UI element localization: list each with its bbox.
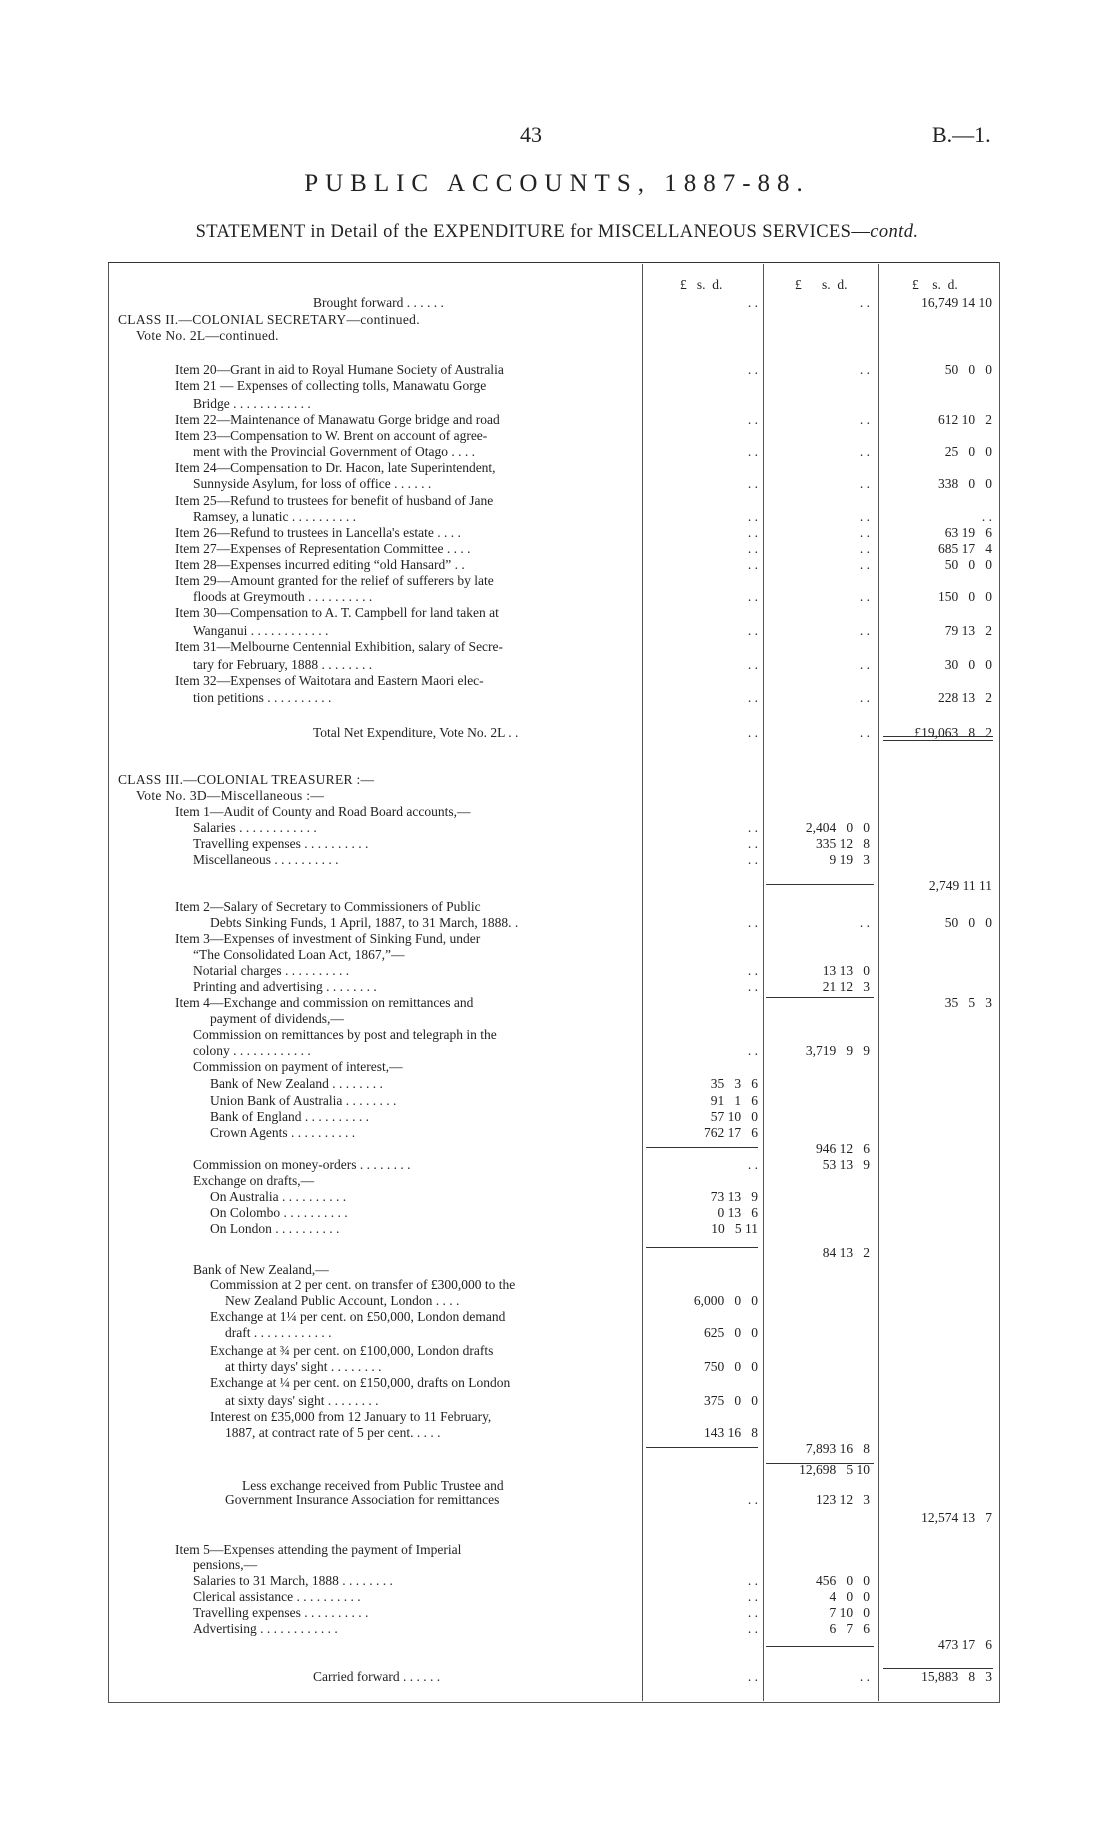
column-header-1: £ s. d. bbox=[680, 277, 723, 292]
amount-c1: . . bbox=[747, 476, 758, 491]
amount-c1: 762 17 6 bbox=[704, 1125, 758, 1140]
amount-c2: 13 13 0 bbox=[822, 963, 870, 978]
ledger-row bbox=[0, 1011, 1114, 1027]
ledger-row bbox=[0, 1221, 1114, 1237]
ledger-row bbox=[0, 673, 1114, 689]
amount-c1: . . bbox=[747, 1621, 758, 1636]
ledger-row bbox=[0, 573, 1114, 589]
ledger-row bbox=[0, 1059, 1114, 1075]
amount-c3: 30 0 0 bbox=[944, 657, 992, 672]
amount-c1: . . bbox=[747, 1492, 758, 1507]
ledger-row bbox=[0, 1277, 1114, 1293]
ledger-row bbox=[0, 878, 1114, 894]
amount-c2: 6 7 6 bbox=[829, 1621, 870, 1636]
row-description: Item 26—Refund to trustees in Lancella's estate . . . . bbox=[175, 525, 461, 540]
amount-c3: 16,749 14 10 bbox=[921, 295, 992, 310]
ledger-row bbox=[0, 1205, 1114, 1221]
ledger-row bbox=[0, 412, 1114, 428]
ledger-row bbox=[0, 1409, 1114, 1425]
ledger-row bbox=[0, 1262, 1114, 1278]
amount-c2: . . bbox=[859, 476, 870, 491]
row-description: CLASS II.—COLONIAL SECRETARY—continued. bbox=[118, 312, 420, 327]
amount-c2: . . bbox=[859, 295, 870, 310]
amount-c1: 375 0 0 bbox=[704, 1393, 758, 1408]
amount-c2: . . bbox=[859, 557, 870, 572]
amount-c1: 0 13 6 bbox=[717, 1205, 758, 1220]
ledger-row bbox=[0, 1589, 1114, 1605]
ledger-row bbox=[0, 476, 1114, 492]
amount-c1: 73 13 9 bbox=[710, 1189, 758, 1204]
amount-c1: . . bbox=[747, 725, 758, 740]
row-description: Bridge . . . . . . . . . . . . bbox=[193, 396, 311, 411]
row-description: Travelling expenses . . . . . . . . . . bbox=[193, 1605, 369, 1620]
amount-c3: 15,883 8 3 bbox=[921, 1669, 992, 1684]
row-description: Wanganui . . . . . . . . . . . . bbox=[193, 623, 329, 638]
row-description: Item 5—Expenses attending the payment of Imperial bbox=[175, 1542, 462, 1557]
ledger-row bbox=[0, 444, 1114, 460]
row-description: colony . . . . . . . . . . . . bbox=[193, 1043, 311, 1058]
amount-c2: 53 13 9 bbox=[822, 1157, 870, 1172]
ledger-row bbox=[0, 1510, 1114, 1526]
ledger-row bbox=[0, 541, 1114, 557]
ledger-row bbox=[0, 657, 1114, 673]
row-description: Item 2—Salary of Secretary to Commissioners of Public bbox=[175, 899, 481, 914]
table-top-rule bbox=[108, 262, 999, 263]
row-description: Item 3—Expenses of investment of Sinking Fund, under bbox=[175, 931, 481, 946]
row-description: Salaries . . . . . . . . . . . . bbox=[193, 820, 317, 835]
row-description: tion petitions . . . . . . . . . . bbox=[193, 690, 332, 705]
amount-c3: 338 0 0 bbox=[938, 476, 992, 491]
amount-c3: 50 0 0 bbox=[944, 362, 992, 377]
amount-c3: 2,749 11 11 bbox=[928, 878, 992, 893]
ledger-row bbox=[0, 1375, 1114, 1391]
ledger-row bbox=[0, 525, 1114, 541]
document-reference: B.—1. bbox=[932, 122, 991, 147]
amount-c1: 6,000 0 0 bbox=[693, 1293, 758, 1308]
amount-c1: . . bbox=[747, 444, 758, 459]
row-description: tary for February, 1888 . . . . . . . . bbox=[193, 657, 373, 672]
row-description: Government Insurance Association for remittances bbox=[225, 1492, 500, 1507]
ledger-row bbox=[0, 1043, 1114, 1059]
amount-c2: . . bbox=[859, 915, 870, 930]
ledger-row bbox=[0, 557, 1114, 573]
row-description: Exchange at 1¼ per cent. on £50,000, London demand bbox=[210, 1309, 506, 1324]
amount-c1: . . bbox=[747, 1043, 758, 1058]
amount-c2: 12,698 5 10 bbox=[799, 1462, 870, 1477]
ledger-row bbox=[0, 1359, 1114, 1375]
document-title: PUBLIC ACCOUNTS, 1887-88. bbox=[304, 170, 810, 197]
row-description: Item 23—Compensation to W. Brent on account of agree- bbox=[175, 428, 488, 443]
row-description: Item 1—Audit of County and Road Board accounts,— bbox=[175, 804, 471, 819]
statement-heading-contd: contd. bbox=[870, 222, 919, 242]
ledger-row bbox=[0, 362, 1114, 378]
row-description: Crown Agents . . . . . . . . . . bbox=[210, 1125, 356, 1140]
amount-c1: 143 16 8 bbox=[704, 1425, 758, 1440]
row-description: Interest on £35,000 from 12 January to 11 February, bbox=[210, 1409, 492, 1424]
ledger-row bbox=[0, 1309, 1114, 1325]
amount-c2: 9 19 3 bbox=[829, 852, 870, 867]
amount-c2: 7,893 16 8 bbox=[805, 1441, 870, 1456]
ledger-row bbox=[0, 725, 1114, 741]
ledger-row bbox=[0, 328, 1114, 344]
amount-c1: . . bbox=[747, 1157, 758, 1172]
row-description: Item 30—Compensation to A. T. Campbell for land taken at bbox=[175, 605, 499, 620]
row-description: Exchange at ¼ per cent. on £150,000, drafts on London bbox=[210, 1375, 511, 1390]
amount-c2: . . bbox=[859, 690, 870, 705]
row-description: Item 31—Melbourne Centennial Exhibition, salary of Secre- bbox=[175, 639, 504, 654]
amount-c3: 150 0 0 bbox=[938, 589, 992, 604]
row-description: 1887, at contract rate of 5 per cent. . . . . bbox=[225, 1425, 441, 1440]
row-description: Exchange at ¾ per cent. on £100,000, London drafts bbox=[210, 1343, 494, 1358]
amount-c1: . . bbox=[747, 1589, 758, 1604]
ledger-row bbox=[0, 963, 1114, 979]
ledger-row bbox=[0, 1189, 1114, 1205]
amount-c3: 228 13 2 bbox=[938, 690, 992, 705]
ledger-row bbox=[0, 899, 1114, 915]
ledger-row bbox=[0, 690, 1114, 706]
amount-c1: . . bbox=[747, 623, 758, 638]
ledger-row bbox=[0, 772, 1114, 788]
ledger-row bbox=[0, 1605, 1114, 1621]
ledger-row bbox=[0, 493, 1114, 509]
amount-c2: 4 0 0 bbox=[829, 1589, 870, 1604]
amount-c3: 35 5 3 bbox=[944, 995, 992, 1010]
amount-c1: 10 5 11 bbox=[711, 1221, 758, 1236]
amount-c1: 57 10 0 bbox=[710, 1109, 758, 1124]
amount-c1: . . bbox=[747, 1573, 758, 1588]
ledger-row bbox=[0, 1542, 1114, 1558]
row-description: Item 32—Expenses of Waitotara and Eastern Maori elec- bbox=[175, 673, 484, 688]
ledger-row bbox=[0, 1076, 1114, 1092]
amount-c1: . . bbox=[747, 1605, 758, 1620]
row-description: On Australia . . . . . . . . . . bbox=[210, 1189, 347, 1204]
amount-c1: . . bbox=[747, 541, 758, 556]
ledger-row bbox=[0, 931, 1114, 947]
row-description: Commission on remittances by post and telegraph in the bbox=[193, 1027, 497, 1042]
row-description: Vote No. 3D—Miscellaneous :— bbox=[136, 788, 325, 803]
ledger-row bbox=[0, 1621, 1114, 1637]
ledger-row bbox=[0, 1462, 1114, 1478]
row-description: Salaries to 31 March, 1888 . . . . . . . . bbox=[193, 1573, 393, 1588]
row-description: On Colombo . . . . . . . . . . bbox=[210, 1205, 348, 1220]
row-description: pensions,— bbox=[193, 1557, 258, 1572]
amount-c1: . . bbox=[747, 820, 758, 835]
row-description: Commission at 2 per cent. on transfer of £300,000 to the bbox=[210, 1277, 516, 1292]
ledger-row bbox=[0, 1157, 1114, 1173]
row-description: floods at Greymouth . . . . . . . . . . bbox=[193, 589, 373, 604]
ledger-row bbox=[0, 1173, 1114, 1189]
row-description: Total Net Expenditure, Vote No. 2L . . bbox=[313, 725, 519, 740]
ledger-row bbox=[0, 804, 1114, 820]
ledger-row bbox=[0, 639, 1114, 655]
amount-c1: . . bbox=[747, 412, 758, 427]
amount-c1: . . bbox=[747, 852, 758, 867]
amount-c1: 91 1 6 bbox=[710, 1093, 758, 1108]
amount-c3: 79 13 2 bbox=[944, 623, 992, 638]
amount-c2: 335 12 8 bbox=[816, 836, 870, 851]
column-header-2: £ s. d. bbox=[795, 277, 848, 292]
amount-c2: 2,404 0 0 bbox=[805, 820, 870, 835]
ledger-row bbox=[0, 1325, 1114, 1341]
ledger-row bbox=[0, 1573, 1114, 1589]
page-number: 43 bbox=[520, 122, 542, 147]
row-description: ment with the Provincial Government of Otago . . . . bbox=[193, 444, 475, 459]
row-description: Item 4—Exchange and commission on remittances and bbox=[175, 995, 474, 1010]
row-description: Clerical assistance . . . . . . . . . . bbox=[193, 1589, 361, 1604]
row-description: Commission on payment of interest,— bbox=[193, 1059, 403, 1074]
ledger-row bbox=[0, 295, 1114, 311]
ledger-row bbox=[0, 1492, 1114, 1508]
amount-c3: 50 0 0 bbox=[944, 915, 992, 930]
ledger-row bbox=[0, 509, 1114, 525]
amount-c1: . . bbox=[747, 557, 758, 572]
ledger-row bbox=[0, 1109, 1114, 1125]
amount-c3: 25 0 0 bbox=[944, 444, 992, 459]
row-description: Item 28—Expenses incurred editing “old Hansard” . . bbox=[175, 557, 465, 572]
amount-c2: . . bbox=[859, 525, 870, 540]
amount-c2: 21 12 3 bbox=[822, 979, 870, 994]
amount-c3: 473 17 6 bbox=[938, 1637, 992, 1652]
ledger-row bbox=[0, 589, 1114, 605]
row-description: payment of dividends,— bbox=[210, 1011, 344, 1026]
row-description: Union Bank of Australia . . . . . . . . bbox=[210, 1093, 397, 1108]
amount-c2: . . bbox=[859, 412, 870, 427]
row-description: draft . . . . . . . . . . . . bbox=[225, 1325, 332, 1340]
ledger-row bbox=[0, 378, 1114, 394]
amount-c2: . . bbox=[859, 725, 870, 740]
statement-heading-main: STATEMENT in Detail of the EXPENDITURE for MISCELLANEOUS SERVICES— bbox=[195, 222, 871, 242]
row-description: Bank of New Zealand . . . . . . . . bbox=[210, 1076, 383, 1091]
amount-c2: 84 13 2 bbox=[822, 1245, 870, 1260]
row-description: Printing and advertising . . . . . . . . bbox=[193, 979, 377, 994]
amount-c2: . . bbox=[859, 509, 870, 524]
row-description: Carried forward . . . . . . bbox=[313, 1669, 441, 1684]
ledger-row bbox=[0, 460, 1114, 476]
row-description: Miscellaneous . . . . . . . . . . bbox=[193, 852, 339, 867]
amount-c2: . . bbox=[859, 362, 870, 377]
ledger-row bbox=[0, 1425, 1114, 1441]
row-description: at sixty days' sight . . . . . . . . bbox=[225, 1393, 379, 1408]
row-description: Item 20—Grant in aid to Royal Humane Society of Australia bbox=[175, 362, 504, 377]
amount-c1: . . bbox=[747, 657, 758, 672]
amount-c2: . . bbox=[859, 1669, 870, 1684]
row-description: Debts Sinking Funds, 1 April, 1887, to 31 March, 1888. . bbox=[210, 915, 519, 930]
ledger-row bbox=[0, 995, 1114, 1011]
row-description: at thirty days' sight . . . . . . . . bbox=[225, 1359, 382, 1374]
row-description: Notarial charges . . . . . . . . . . bbox=[193, 963, 350, 978]
amount-c1: . . bbox=[747, 836, 758, 851]
amount-c2: 3,719 9 9 bbox=[805, 1043, 870, 1058]
row-description: Brought forward . . . . . . bbox=[313, 295, 444, 310]
amount-c1: 625 0 0 bbox=[704, 1325, 758, 1340]
amount-c2: . . bbox=[859, 623, 870, 638]
ledger-row bbox=[0, 1557, 1114, 1573]
row-description: Item 25—Refund to trustees for benefit of husband of Jane bbox=[175, 493, 494, 508]
ledger-row bbox=[0, 1245, 1114, 1261]
amount-c3: £19,063 8 2 bbox=[914, 725, 992, 740]
row-description: Item 21 — Expenses of collecting tolls, Manawatu Gorge bbox=[175, 378, 487, 393]
ledger-row bbox=[0, 1669, 1114, 1685]
ledger-row bbox=[0, 1125, 1114, 1141]
ledger-row bbox=[0, 623, 1114, 639]
amount-c3: 612 10 2 bbox=[938, 412, 992, 427]
amount-c2: . . bbox=[859, 444, 870, 459]
amount-c3: . . bbox=[981, 509, 992, 524]
ledger-row bbox=[0, 396, 1114, 412]
ledger-row bbox=[0, 820, 1114, 836]
row-description: Advertising . . . . . . . . . . . . bbox=[193, 1621, 338, 1636]
ledger-row bbox=[0, 428, 1114, 444]
amount-c2: . . bbox=[859, 541, 870, 556]
amount-c2: . . bbox=[859, 657, 870, 672]
row-description: Item 29—Amount granted for the relief of sufferers by late bbox=[175, 573, 494, 588]
row-description: Travelling expenses . . . . . . . . . . bbox=[193, 836, 369, 851]
row-description: On London . . . . . . . . . . bbox=[210, 1221, 340, 1236]
ledger-row bbox=[0, 1637, 1114, 1653]
amount-c3: 50 0 0 bbox=[944, 557, 992, 572]
amount-c1: . . bbox=[747, 979, 758, 994]
amount-c2: 123 12 3 bbox=[816, 1492, 870, 1507]
row-description: Sunnyside Asylum, for loss of office . . . . . . bbox=[193, 476, 432, 491]
row-description: “The Consolidated Loan Act, 1867,”— bbox=[193, 947, 405, 962]
amount-c1: 750 0 0 bbox=[704, 1359, 758, 1374]
amount-c1: . . bbox=[747, 362, 758, 377]
amount-c1: . . bbox=[747, 915, 758, 930]
amount-c1: . . bbox=[747, 295, 758, 310]
row-description: Bank of England . . . . . . . . . . bbox=[210, 1109, 369, 1124]
amount-c3: 685 17 4 bbox=[938, 541, 992, 556]
ledger-row bbox=[0, 1093, 1114, 1109]
row-description: Commission on money-orders . . . . . . . . bbox=[193, 1157, 411, 1172]
amount-c3: 63 19 6 bbox=[944, 525, 992, 540]
ledger-row bbox=[0, 1027, 1114, 1043]
amount-c1: . . bbox=[747, 509, 758, 524]
amount-c2: . . bbox=[859, 589, 870, 604]
amount-c1: . . bbox=[747, 525, 758, 540]
amount-c2: 456 0 0 bbox=[816, 1573, 870, 1588]
ledger-row bbox=[0, 788, 1114, 804]
ledger-row bbox=[0, 1441, 1114, 1457]
ledger-row bbox=[0, 312, 1114, 328]
row-description: Item 24—Compensation to Dr. Hacon, late Superintendent, bbox=[175, 460, 496, 475]
amount-c1: 35 3 6 bbox=[710, 1076, 758, 1091]
ledger-row bbox=[0, 1141, 1114, 1157]
ledger-row bbox=[0, 1343, 1114, 1359]
row-description: Item 27—Expenses of Representation Committee . . . . bbox=[175, 541, 471, 556]
row-description: Item 22—Maintenance of Manawatu Gorge bridge and road bbox=[175, 412, 500, 427]
ledger-row bbox=[0, 836, 1114, 852]
ledger-row bbox=[0, 979, 1114, 995]
ledger-row bbox=[0, 1293, 1114, 1309]
amount-c1: . . bbox=[747, 589, 758, 604]
amount-c1: . . bbox=[747, 1669, 758, 1684]
amount-c2: 7 10 0 bbox=[829, 1605, 870, 1620]
row-description: Exchange on drafts,— bbox=[193, 1173, 315, 1188]
row-description: Less exchange received from Public Trustee and bbox=[242, 1478, 504, 1493]
column-header-3: £ s. d. bbox=[912, 277, 958, 292]
row-description: Bank of New Zealand,— bbox=[193, 1262, 329, 1277]
amount-c2: 946 12 6 bbox=[816, 1141, 870, 1156]
row-description: Vote No. 2L—continued. bbox=[136, 328, 279, 343]
ledger-row bbox=[0, 915, 1114, 931]
amount-c1: . . bbox=[747, 690, 758, 705]
amount-c3: 12,574 13 7 bbox=[921, 1510, 992, 1525]
row-description: Ramsey, a lunatic . . . . . . . . . . bbox=[193, 509, 356, 524]
amount-c1: . . bbox=[747, 963, 758, 978]
ledger-row bbox=[0, 852, 1114, 868]
ledger-row bbox=[0, 947, 1114, 963]
row-description: CLASS III.—COLONIAL TREASURER :— bbox=[118, 772, 375, 787]
ledger-row bbox=[0, 1393, 1114, 1409]
statement-heading bbox=[0, 222, 1114, 243]
ledger-row bbox=[0, 605, 1114, 621]
row-description: New Zealand Public Account, London . . . . bbox=[225, 1293, 460, 1308]
